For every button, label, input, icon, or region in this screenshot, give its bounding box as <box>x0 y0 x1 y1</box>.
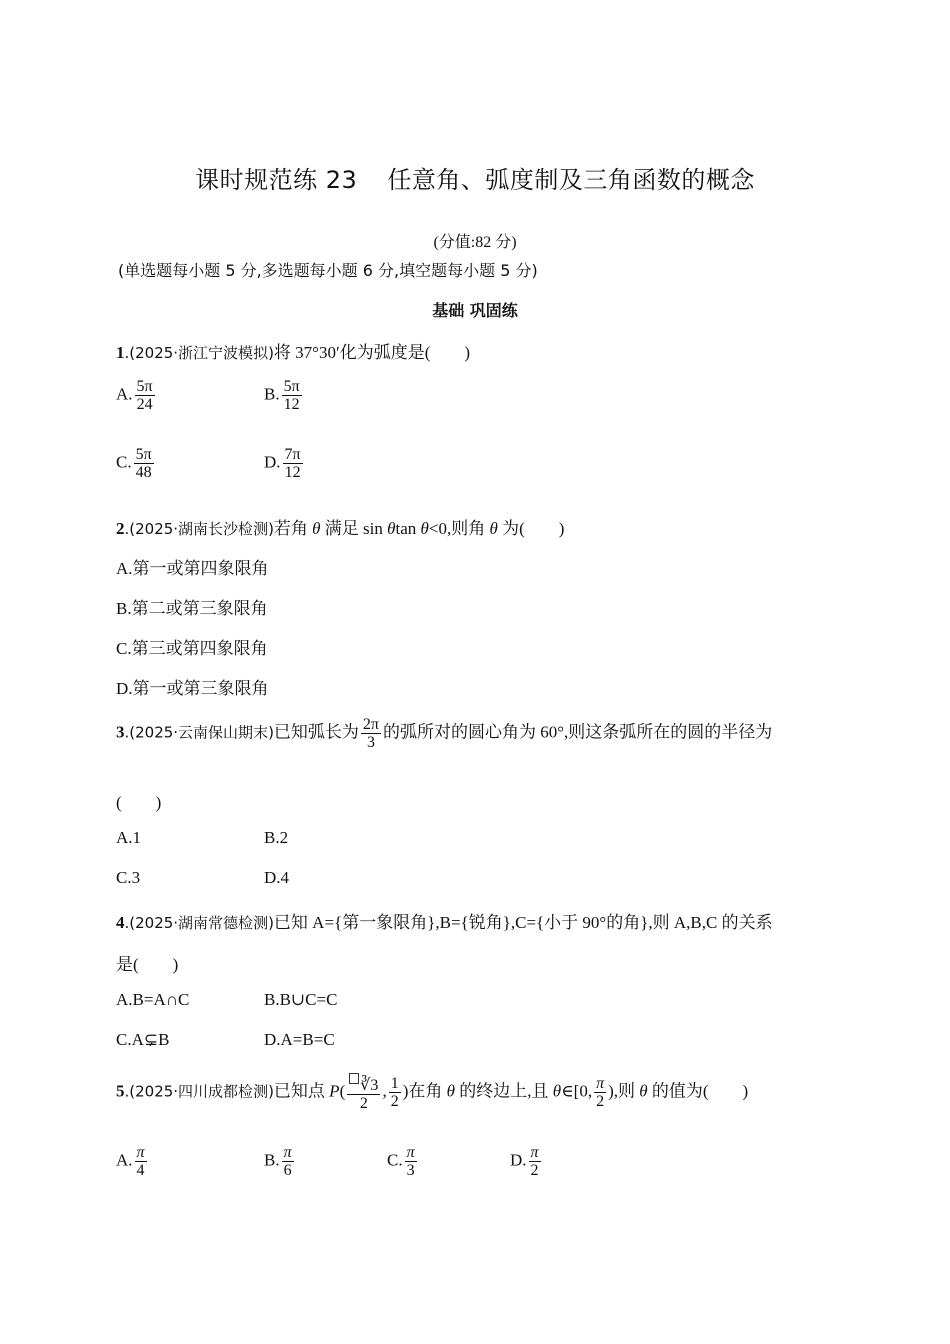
option-d: D.A=B=C <box>264 1030 335 1049</box>
option-b: B.2 <box>264 828 289 847</box>
scoring-rules: (单选题每小题 5 分,多选题每小题 6 分,填空题每小题 5 分) <box>118 261 538 280</box>
option-a: A. $\frac{5\pi}{24}$ <box>116 378 153 414</box>
option-b: B. $\frac{5\pi}{12}$ <box>264 378 300 414</box>
fraction: $\frac{5\pi}{12}$ <box>283 378 300 414</box>
option-b: B. $\frac{\pi}{6}$ <box>264 1144 292 1180</box>
question-number: 5 <box>116 1081 125 1101</box>
fraction: $\frac{\pi}{3}$ <box>406 1144 415 1180</box>
fraction: $\frac{\pi}{4}$ <box>136 1144 145 1180</box>
option-a: A. $\frac{\pi}{4}$ <box>116 1144 145 1180</box>
fraction: $\frac{\pi}{2}$ <box>596 1075 605 1111</box>
question-source: .(2025·云南保山期末) <box>124 723 274 742</box>
question-source: .(2025·四川成都检测) <box>124 1082 274 1101</box>
question-4-cont: 是( ) <box>116 955 179 974</box>
option-b: B.B∪C=C <box>264 990 338 1009</box>
question-4: 4.(2025·湖南常德检测)已知 A={第一象限角},B={锐角},C={小于 90°的角},则 A,B,C 的关系 <box>116 913 773 932</box>
question-1 <box>116 338 470 363</box>
option-d: D.第一或第三象限角 <box>116 679 269 698</box>
question-2: 2.(2025·湖南长沙检测)若角 θ 满足 sin θtan θ<0,则角 θ 为( ) <box>116 519 565 538</box>
fraction: $\frac{2\pi}{3}$ <box>362 716 379 752</box>
question-number: 3 <box>116 722 125 742</box>
fraction: $\frac{5\pi}{24}$ <box>136 378 153 414</box>
option-a: A.1 <box>116 828 142 847</box>
question-number: 2 <box>116 519 125 538</box>
option-c: C. $\frac{\pi}{3}$ <box>387 1144 415 1180</box>
score-note: (分值:82 分) <box>433 234 517 251</box>
option-b: B.第二或第三象限角 <box>116 599 268 618</box>
question-source: .(2025·浙江宁波模拟) <box>124 344 274 362</box>
option-a: A.B=A∩C <box>116 990 190 1009</box>
question-3: 3.(2025·云南保山期末)已知弧长为 $\frac{2\pi}{3}$ 的弧所对的圆心角为 60°,则这条弧所在的圆的半径为 <box>116 716 773 752</box>
option-c: C. $\frac{5\pi}{48}$ <box>116 446 152 482</box>
fraction: $\frac{\pi}{2}$ <box>530 1144 539 1180</box>
placeholder-box-icon <box>349 1073 359 1084</box>
question-number: 4 <box>116 913 125 932</box>
question-number: 1 <box>116 343 125 362</box>
section-heading: 基础 巩固练 <box>432 301 518 320</box>
question-text: 将 37°30′化为弧度是( ) <box>273 343 471 362</box>
question-source: .(2025·湖南常德检测) <box>124 914 274 932</box>
title-main: 课时规范练 23 <box>195 166 358 194</box>
title-sub: 任意角、弧度制及三角函数的概念 <box>387 166 755 194</box>
page-title <box>0 160 950 195</box>
question-source: .(2025·湖南长沙检测) <box>124 520 274 538</box>
option-d: D. $\frac{\pi}{2}$ <box>510 1144 539 1180</box>
option-c: C.第三或第四象限角 <box>116 639 268 658</box>
fraction: $\frac{\pi}{6}$ <box>283 1144 292 1180</box>
option-d: D. $\frac{7\pi}{12}$ <box>264 446 301 482</box>
question-5: 5.(2025·四川成都检测)已知点 P( $\frac{∛3}{2}$ , $\frac{1}{2}$ )在角 θ 的终边上,且 θ∈[0, $\frac{\pi}{2}$ ),则 θ 的值为( ) <box>116 1075 749 1113</box>
answer-bracket: ( ) <box>116 793 162 812</box>
option-c: C.3 <box>116 868 141 887</box>
fraction: $\frac{∛3}{2}$ <box>347 1073 380 1113</box>
fraction: $\frac{7\pi}{12}$ <box>284 446 301 482</box>
fraction: $\frac{5\pi}{48}$ <box>135 446 152 482</box>
option-d: D.4 <box>264 868 290 887</box>
option-a: A.第一或第四象限角 <box>116 559 269 578</box>
fraction: $\frac{1}{2}$ <box>390 1075 399 1111</box>
option-c: C.A⊊B <box>116 1030 170 1049</box>
